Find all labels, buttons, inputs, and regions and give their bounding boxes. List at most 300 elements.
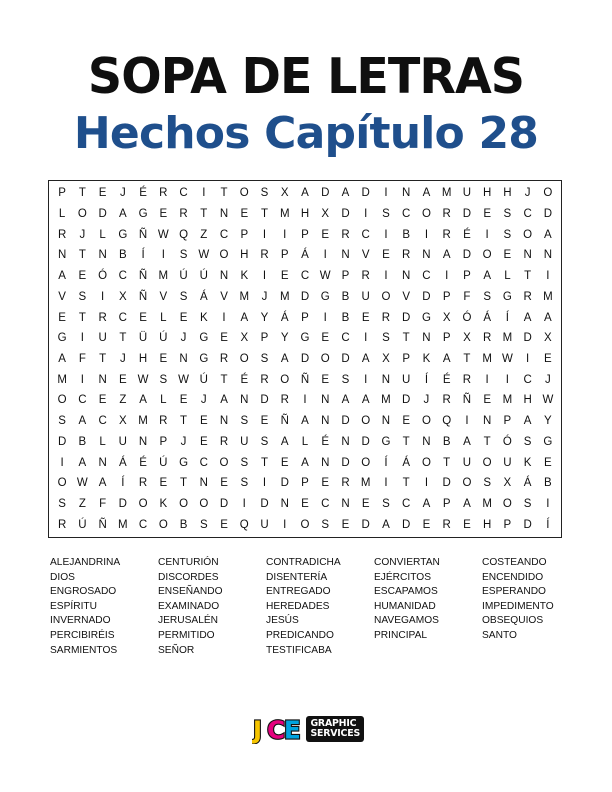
grid-letter: A <box>442 249 451 262</box>
grid-letter: P <box>280 249 289 262</box>
grid-letter: B <box>402 228 411 241</box>
grid-letter: O <box>421 415 431 428</box>
grid-letter: E <box>280 270 289 283</box>
grid-letter: Á <box>523 477 532 490</box>
grid-letter: I <box>323 311 327 324</box>
grid-letter: A <box>119 208 127 221</box>
grid-letter: C <box>402 497 411 510</box>
grid-letter: Ñ <box>280 415 289 428</box>
grid-letter: O <box>462 477 472 490</box>
grid-letter: J <box>524 187 531 200</box>
grid-letter: N <box>402 270 411 283</box>
grid-letter: P <box>463 270 471 283</box>
logo-letter: J <box>252 715 263 744</box>
grid-letter: T <box>463 352 471 365</box>
page-subtitle: Hechos Capítulo 28 <box>73 108 539 159</box>
grid-letter: U <box>240 435 249 448</box>
grid-letter: A <box>58 270 66 283</box>
grid-letter: Ú <box>179 270 188 283</box>
grid-letter: R <box>280 394 289 407</box>
grid-letter: J <box>423 394 430 407</box>
grid-letter: U <box>98 332 107 345</box>
grid-letter: I <box>323 249 327 262</box>
grid-letter: N <box>422 249 431 262</box>
grid-letter: T <box>99 352 107 365</box>
grid-letter: A <box>523 311 532 324</box>
grid-letter: D <box>523 332 532 345</box>
grid-letter: T <box>402 477 410 490</box>
grid-letter: D <box>543 208 553 221</box>
grid-letter: N <box>219 208 229 221</box>
grid-letter: G <box>199 332 209 345</box>
grid-letter: S <box>179 249 188 262</box>
grid-letter: Ó <box>502 435 512 448</box>
grid-letter: C <box>118 270 127 283</box>
grid-letter: L <box>301 435 309 448</box>
grid-letter: I <box>262 477 267 490</box>
grid-letter: Ü <box>138 332 148 345</box>
grid-letter: X <box>119 290 127 303</box>
grid-letter: M <box>543 290 553 303</box>
grid-letter: I <box>262 270 267 283</box>
grid-letter: L <box>58 208 66 221</box>
grid-letter: O <box>421 208 431 221</box>
grid-letter: N <box>482 415 492 428</box>
grid-letter: O <box>219 249 229 262</box>
grid-letter: Ñ <box>138 290 148 303</box>
word-list-item: DISENTERÍA <box>266 571 328 583</box>
grid-letter: I <box>100 290 105 303</box>
grid-letter: D <box>57 435 67 448</box>
grid-letter: N <box>341 249 350 262</box>
grid-letter: D <box>402 518 411 531</box>
grid-letter: N <box>280 497 289 510</box>
grid-letter: E <box>199 415 208 428</box>
grid-letter: M <box>57 373 67 386</box>
grid-letter: U <box>118 435 127 448</box>
grid-letter: E <box>402 415 411 428</box>
grid-letter: A <box>382 518 390 531</box>
grid-letter: N <box>321 394 330 407</box>
grid-letter: P <box>503 518 512 531</box>
grid-letter: S <box>199 518 208 531</box>
word-list-item: HUMANIDAD <box>374 600 436 612</box>
grid-letter: P <box>442 332 451 345</box>
grid-letter: B <box>179 518 188 531</box>
logo-letter: E <box>283 715 301 744</box>
grid-letter: R <box>219 352 229 365</box>
grid-letter: I <box>384 270 388 283</box>
grid-letter: X <box>280 187 289 200</box>
grid-letter: M <box>482 497 492 510</box>
grid-letter: I <box>505 373 509 386</box>
grid-letter: X <box>119 415 127 428</box>
page-title: SOPA DE LETRAS <box>87 48 525 105</box>
grid-letter: X <box>321 208 330 221</box>
grid-letter: S <box>240 456 249 469</box>
grid-letter: O <box>361 415 371 428</box>
logo-line: GRAPHIC <box>310 718 357 730</box>
grid-letter: B <box>78 435 87 448</box>
grid-letter: S <box>260 352 269 365</box>
grid-letter: J <box>544 373 551 386</box>
grid-letter: R <box>482 332 492 345</box>
grid-letter: T <box>220 187 228 200</box>
grid-letter: L <box>99 435 106 448</box>
grid-letter: D <box>361 435 370 448</box>
grid-letter: D <box>98 208 107 221</box>
grid-letter: E <box>361 497 370 510</box>
grid-letter: C <box>300 270 310 283</box>
grid-letter: A <box>361 352 370 365</box>
grid-letter: R <box>442 518 451 531</box>
word-list-item: ENGROSADO <box>50 586 117 598</box>
word-list-item: ENSEÑANDO <box>158 586 223 598</box>
grid-letter: T <box>78 311 86 324</box>
grid-letter: E <box>544 456 552 469</box>
word-list-item: SARMIENTOS <box>50 644 118 656</box>
grid-letter: V <box>220 290 228 303</box>
grid-letter: G <box>138 208 148 221</box>
grid-letter: C <box>179 187 188 200</box>
grid-letter: W <box>319 270 331 283</box>
word-list-item: ESCAPAMOS <box>374 586 438 598</box>
word-list-item: JESÚS <box>266 615 299 627</box>
grid-letter: E <box>139 311 147 324</box>
grid-letter: Í <box>546 518 550 531</box>
grid-letter: J <box>119 187 126 200</box>
grid-letter: R <box>219 435 229 448</box>
grid-letter: L <box>160 311 167 324</box>
grid-letter: A <box>341 187 350 200</box>
grid-letter: R <box>523 290 532 303</box>
grid-letter: E <box>159 477 168 490</box>
word-list-item: PERMITIDO <box>158 629 215 641</box>
grid-letter: P <box>260 332 269 345</box>
grid-letter: U <box>503 456 512 469</box>
grid-letter: I <box>283 228 287 241</box>
grid-letter: Ú <box>159 332 168 345</box>
grid-letter: N <box>523 249 532 262</box>
grid-letter: D <box>462 208 472 221</box>
grid-letter: I <box>364 332 368 345</box>
grid-letter: G <box>199 352 209 365</box>
grid-letter: M <box>158 270 169 283</box>
grid-letter: A <box>280 352 289 365</box>
grid-letter: Ñ <box>138 270 148 283</box>
grid-letter: C <box>78 394 87 407</box>
grid-letter: O <box>239 187 249 200</box>
grid-letter: A <box>544 311 552 324</box>
grid-letter: O <box>280 373 290 386</box>
grid-letter: D <box>442 477 451 490</box>
grid-letter: T <box>78 187 86 200</box>
grid-letter: X <box>382 352 390 365</box>
logo-line: SERVICES <box>310 728 360 739</box>
word-list-item: ALEJANDRINA <box>50 557 121 568</box>
logo-wordmark <box>306 716 364 741</box>
grid-letter: H <box>482 187 492 200</box>
grid-letter: A <box>139 394 147 407</box>
grid-letter: I <box>60 456 64 469</box>
grid-letter: X <box>503 477 512 490</box>
grid-letter: H <box>138 352 148 365</box>
grid-letter: O <box>57 394 67 407</box>
grid-letter: Ú <box>78 518 87 531</box>
grid-letter: J <box>119 352 126 365</box>
grid-letter: R <box>442 228 451 241</box>
grid-letter: M <box>381 394 391 407</box>
word-list-item: INVERNADO <box>50 615 111 627</box>
grid-letter: A <box>442 352 451 365</box>
grid-letter: Z <box>78 497 86 510</box>
grid-letter: S <box>58 497 66 510</box>
grid-letter: E <box>321 228 330 241</box>
grid-letter: E <box>58 311 66 324</box>
grid-letter: N <box>422 435 431 448</box>
grid-letter: A <box>240 311 249 324</box>
grid-letter: O <box>219 456 229 469</box>
grid-letter: O <box>320 352 330 365</box>
grid-letter: É <box>442 373 451 386</box>
grid-letter: I <box>242 497 246 510</box>
grid-letter: A <box>422 187 431 200</box>
grid-letter: E <box>179 311 188 324</box>
grid-letter: A <box>544 228 552 241</box>
grid-letter: X <box>544 332 552 345</box>
grid-letter: S <box>483 290 491 303</box>
grid-letter: D <box>462 249 472 262</box>
grid-letter: W <box>157 228 169 241</box>
grid-letter: M <box>502 394 513 407</box>
grid-letter: O <box>300 518 310 531</box>
grid-letter: C <box>523 373 532 386</box>
grid-letter: S <box>382 332 390 345</box>
grid-letter: T <box>260 456 269 469</box>
word-list-item: DISCORDES <box>158 571 219 583</box>
grid-letter: A <box>301 456 309 469</box>
grid-letter: K <box>199 311 208 324</box>
grid-letter: G <box>57 332 67 345</box>
grid-letter: N <box>98 249 107 262</box>
grid-letter: C <box>402 208 411 221</box>
grid-letter: É <box>321 435 330 448</box>
grid-letter: N <box>321 456 330 469</box>
grid-letter: I <box>424 228 429 241</box>
grid-letter: P <box>301 311 309 324</box>
grid-letter: T <box>260 208 269 221</box>
grid-letter: Q <box>179 228 189 241</box>
grid-letter: O <box>199 497 209 510</box>
grid-letter: A <box>301 415 309 428</box>
word-list-item: JERUSALÉN <box>158 615 219 627</box>
grid-letter: O <box>421 456 431 469</box>
grid-letter: E <box>159 208 168 221</box>
grid-letter: Í <box>141 249 145 262</box>
grid-letter: C <box>138 518 148 531</box>
grid-letter: I <box>384 228 388 241</box>
grid-letter: C <box>98 415 107 428</box>
grid-letter: E <box>240 208 249 221</box>
grid-letter: E <box>301 497 309 510</box>
grid-letter: E <box>422 518 431 531</box>
grid-letter: E <box>220 518 228 531</box>
word-list-item: ENCENDIDO <box>482 571 544 583</box>
grid-letter: Í <box>505 311 509 324</box>
grid-letter: H <box>300 208 310 221</box>
word-list-item: SANTO <box>482 629 517 641</box>
grid-letter: R <box>402 249 411 262</box>
grid-letter: T <box>402 332 410 345</box>
grid-letter: M <box>239 290 250 303</box>
grid-letter: Y <box>260 311 269 324</box>
grid-letter: É <box>139 456 147 469</box>
grid-letter: Ñ <box>138 228 148 241</box>
grid-letter: T <box>220 373 228 386</box>
grid-letter: I <box>80 332 84 345</box>
grid-letter: E <box>544 352 552 365</box>
grid-letter: E <box>98 394 107 407</box>
grid-letter: E <box>483 394 491 407</box>
grid-letter: N <box>57 249 67 262</box>
grid-letter: D <box>402 311 411 324</box>
grid-letter: P <box>341 270 350 283</box>
grid-letter: Í <box>384 456 388 469</box>
grid-letter: N <box>199 477 208 490</box>
grid-letter: E <box>260 415 269 428</box>
grid-letter: T <box>78 249 86 262</box>
grid-letter: E <box>179 394 188 407</box>
grid-letter: I <box>222 311 226 324</box>
grid-letter: D <box>260 394 269 407</box>
grid-letter: Á <box>280 311 289 324</box>
grid-letter: C <box>219 228 229 241</box>
grid-letter: Í <box>424 373 429 386</box>
grid-letter: R <box>341 477 350 490</box>
grid-letter: R <box>260 373 269 386</box>
grid-letter: S <box>321 518 330 531</box>
grid-letter: R <box>341 228 350 241</box>
grid-letter: I <box>364 208 368 221</box>
word-list-item: IMPEDIMENTO <box>482 600 554 612</box>
grid-letter: M <box>502 332 513 345</box>
grid-letter: M <box>138 415 148 428</box>
grid-letter: A <box>463 497 471 510</box>
grid-letter: E <box>220 332 228 345</box>
grid-letter: H <box>523 394 532 407</box>
word-list-item: ENTREGADO <box>266 586 331 598</box>
grid-letter: Í <box>121 477 125 490</box>
grid-letter: P <box>442 497 451 510</box>
grid-letter: B <box>119 249 127 262</box>
grid-letter: N <box>543 249 553 262</box>
grid-letter: G <box>421 311 431 324</box>
grid-letter: E <box>382 249 390 262</box>
grid-letter: P <box>58 187 66 200</box>
grid-letter: E <box>159 352 168 365</box>
grid-letter: G <box>118 228 128 241</box>
grid-letter: R <box>57 518 67 531</box>
word-list-item: ESPÍRITU <box>50 600 97 612</box>
grid-letter: V <box>361 249 370 262</box>
grid-letter: O <box>138 497 148 510</box>
grid-letter: D <box>260 497 269 510</box>
grid-letter: J <box>79 228 86 241</box>
grid-letter: K <box>240 270 249 283</box>
grid-letter: E <box>321 477 330 490</box>
grid-letter: R <box>442 394 451 407</box>
word-list-item: ESPERANDO <box>482 586 546 598</box>
grid-letter: D <box>361 187 370 200</box>
grid-letter: N <box>341 497 350 510</box>
grid-letter: V <box>402 290 411 303</box>
grid-letter: Z <box>119 394 127 407</box>
grid-letter: R <box>361 270 370 283</box>
grid-letter: M <box>118 518 128 531</box>
grid-letter: A <box>280 435 289 448</box>
grid-letter: W <box>198 249 210 262</box>
grid-letter: S <box>341 373 350 386</box>
grid-letter: Ú <box>199 373 208 386</box>
grid-letter: B <box>341 290 350 303</box>
word-list-item: NAVEGAMOS <box>374 615 439 627</box>
grid-letter: N <box>422 332 431 345</box>
word-list-item: CENTURIÓN <box>158 557 219 568</box>
grid-letter: I <box>202 187 206 200</box>
grid-letter: S <box>503 228 512 241</box>
grid-letter: M <box>279 290 290 303</box>
grid-letter: O <box>523 228 533 241</box>
grid-letter: B <box>341 311 350 324</box>
word-list-item: PERCIBIRÉIS <box>50 629 115 641</box>
grid-letter: E <box>321 332 330 345</box>
grid-letter: I <box>485 373 489 386</box>
grid-letter: R <box>138 477 148 490</box>
grid-letter: I <box>262 228 267 241</box>
grid-letter: F <box>463 290 471 303</box>
grid-letter: I <box>465 415 469 428</box>
grid-letter: G <box>320 290 330 303</box>
grid-letter: N <box>381 373 391 386</box>
grid-letter: Z <box>200 228 208 241</box>
grid-letter: W <box>178 373 189 386</box>
grid-letter: W <box>76 477 88 490</box>
grid-letter: K <box>159 497 168 510</box>
grid-letter: S <box>240 477 249 490</box>
grid-letter: I <box>303 394 307 407</box>
grid-letter: J <box>261 290 268 303</box>
grid-letter: G <box>179 456 189 469</box>
grid-letter: Ñ <box>300 373 310 386</box>
grid-letter: É <box>139 187 147 200</box>
grid-letter: N <box>402 187 411 200</box>
grid-letter: U <box>402 373 411 386</box>
grid-letter: Ñ <box>462 394 472 407</box>
word-list-item: CONTRADICHA <box>266 557 341 568</box>
word-list-item: TESTIFICABA <box>266 644 332 656</box>
grid-letter: O <box>158 518 168 531</box>
grid-letter: Y <box>544 415 552 428</box>
word-list-item: EXAMINADO <box>158 600 220 612</box>
word-list-item <box>482 644 590 659</box>
grid-letter: R <box>381 311 391 324</box>
grid-letter: M <box>482 352 492 365</box>
grid-letter: A <box>220 394 228 407</box>
word-list-item: CONVIERTAN <box>374 557 440 568</box>
grid-letter: I <box>526 352 530 365</box>
grid-letter: X <box>463 332 471 345</box>
grid-letter: S <box>523 497 532 510</box>
